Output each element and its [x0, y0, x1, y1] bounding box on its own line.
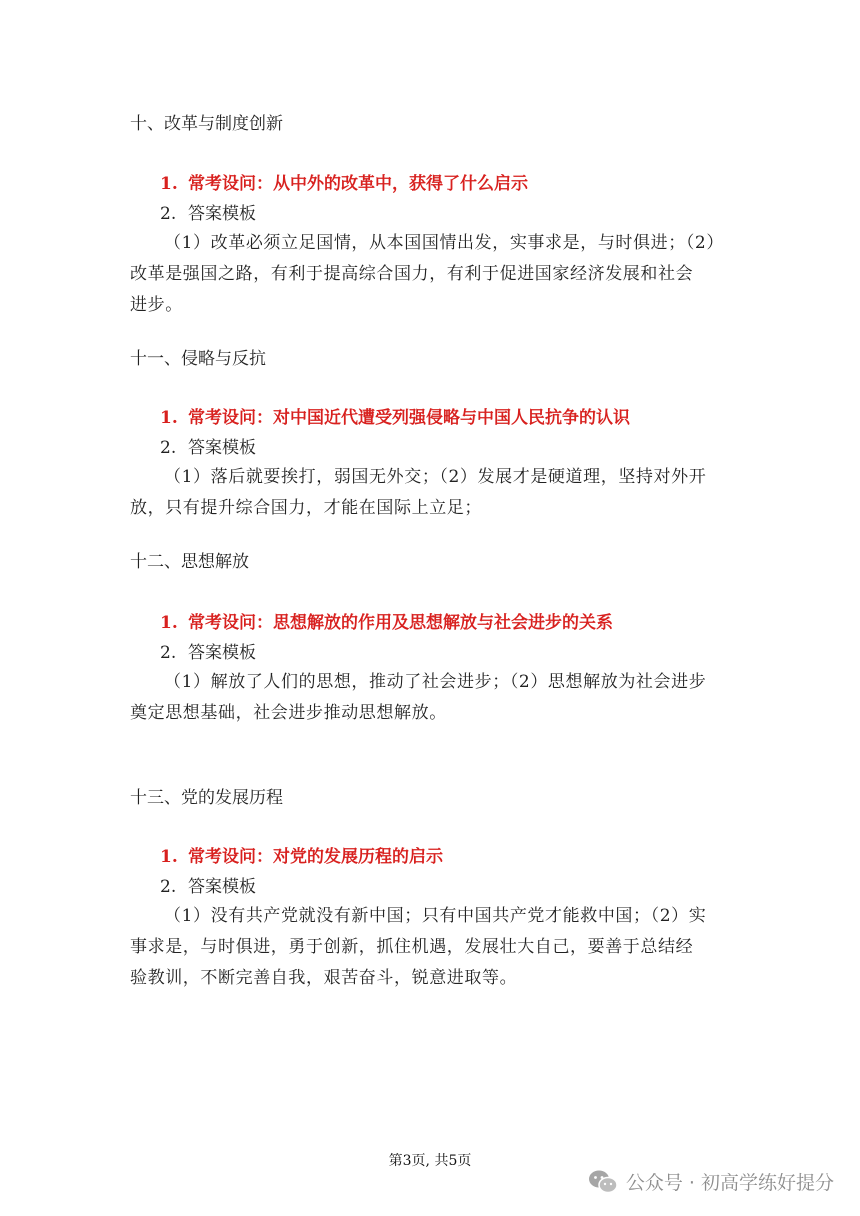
question-number: 1. [160, 613, 178, 633]
answer-line: （1）解放了人们的思想，推动了社会进步；（2）思想解放为社会进步 [164, 672, 707, 692]
answer-paragraph [130, 462, 732, 524]
answer-paragraph [130, 228, 732, 321]
template-line [160, 642, 256, 664]
section-title: 十三、党的发展历程 [130, 788, 283, 808]
question-line [160, 846, 443, 868]
answer-paragraph [130, 901, 732, 994]
answer-line: 进步。 [130, 295, 183, 315]
answer-line: （1）没有共产党就没有新中国；只有中国共产党才能救中国；（2）实 [164, 906, 707, 926]
question-number: 1. [160, 847, 178, 867]
answer-line: （1）落后就要挨打，弱国无外交；（2）发展才是硬道理，坚持对外开 [164, 467, 707, 487]
question-line [160, 407, 630, 429]
template-line [160, 203, 256, 225]
answer-paragraph [130, 667, 732, 729]
page-number: 第3页, 共5页 [388, 1153, 472, 1169]
question-text: 常考设问：从中外的改革中，获得了什么启示 [188, 174, 528, 194]
question-text: 常考设问：对党的发展历程的启示 [188, 847, 443, 867]
template-number: 2. [160, 438, 177, 458]
question-line [160, 173, 528, 195]
template-number: 2. [160, 643, 177, 663]
section-title: 十、改革与制度创新 [130, 114, 283, 134]
answer-line: （1）改革必须立足国情，从本国国情出发，实事求是，与时俱进；（2） [164, 233, 724, 253]
question-number: 1. [160, 174, 178, 194]
template-label: 答案模板 [188, 643, 256, 663]
watermark-text: 公众号 · 初高学练好提分 [625, 1172, 834, 1194]
question-text: 常考设问：对中国近代遭受列强侵略与中国人民抗争的认识 [188, 408, 630, 428]
question-line [160, 612, 613, 634]
wechat-icon [588, 1169, 618, 1195]
answer-line: 验教训，不断完善自我，艰苦奋斗，锐意进取等。 [130, 968, 518, 988]
template-number: 2. [160, 877, 177, 897]
template-line [160, 876, 256, 898]
watermark [588, 1168, 834, 1195]
answer-line: 放，只有提升综合国力，才能在国际上立足； [130, 498, 482, 518]
question-number: 1. [160, 408, 178, 428]
template-line [160, 437, 256, 459]
template-label: 答案模板 [188, 438, 256, 458]
template-label: 答案模板 [188, 204, 256, 224]
section-title: 十一、侵略与反抗 [130, 349, 266, 369]
section-title: 十二、思想解放 [130, 552, 249, 572]
question-text: 常考设问：思想解放的作用及思想解放与社会进步的关系 [188, 613, 613, 633]
answer-line: 改革是强国之路，有利于提高综合国力，有利于促进国家经济发展和社会 [130, 264, 694, 284]
answer-line: 奠定思想基础，社会进步推动思想解放。 [130, 703, 447, 723]
answer-line: 事求是，与时俱进，勇于创新，抓住机遇，发展壮大自己，要善于总结经 [130, 937, 694, 957]
template-label: 答案模板 [188, 877, 256, 897]
template-number: 2. [160, 204, 177, 224]
